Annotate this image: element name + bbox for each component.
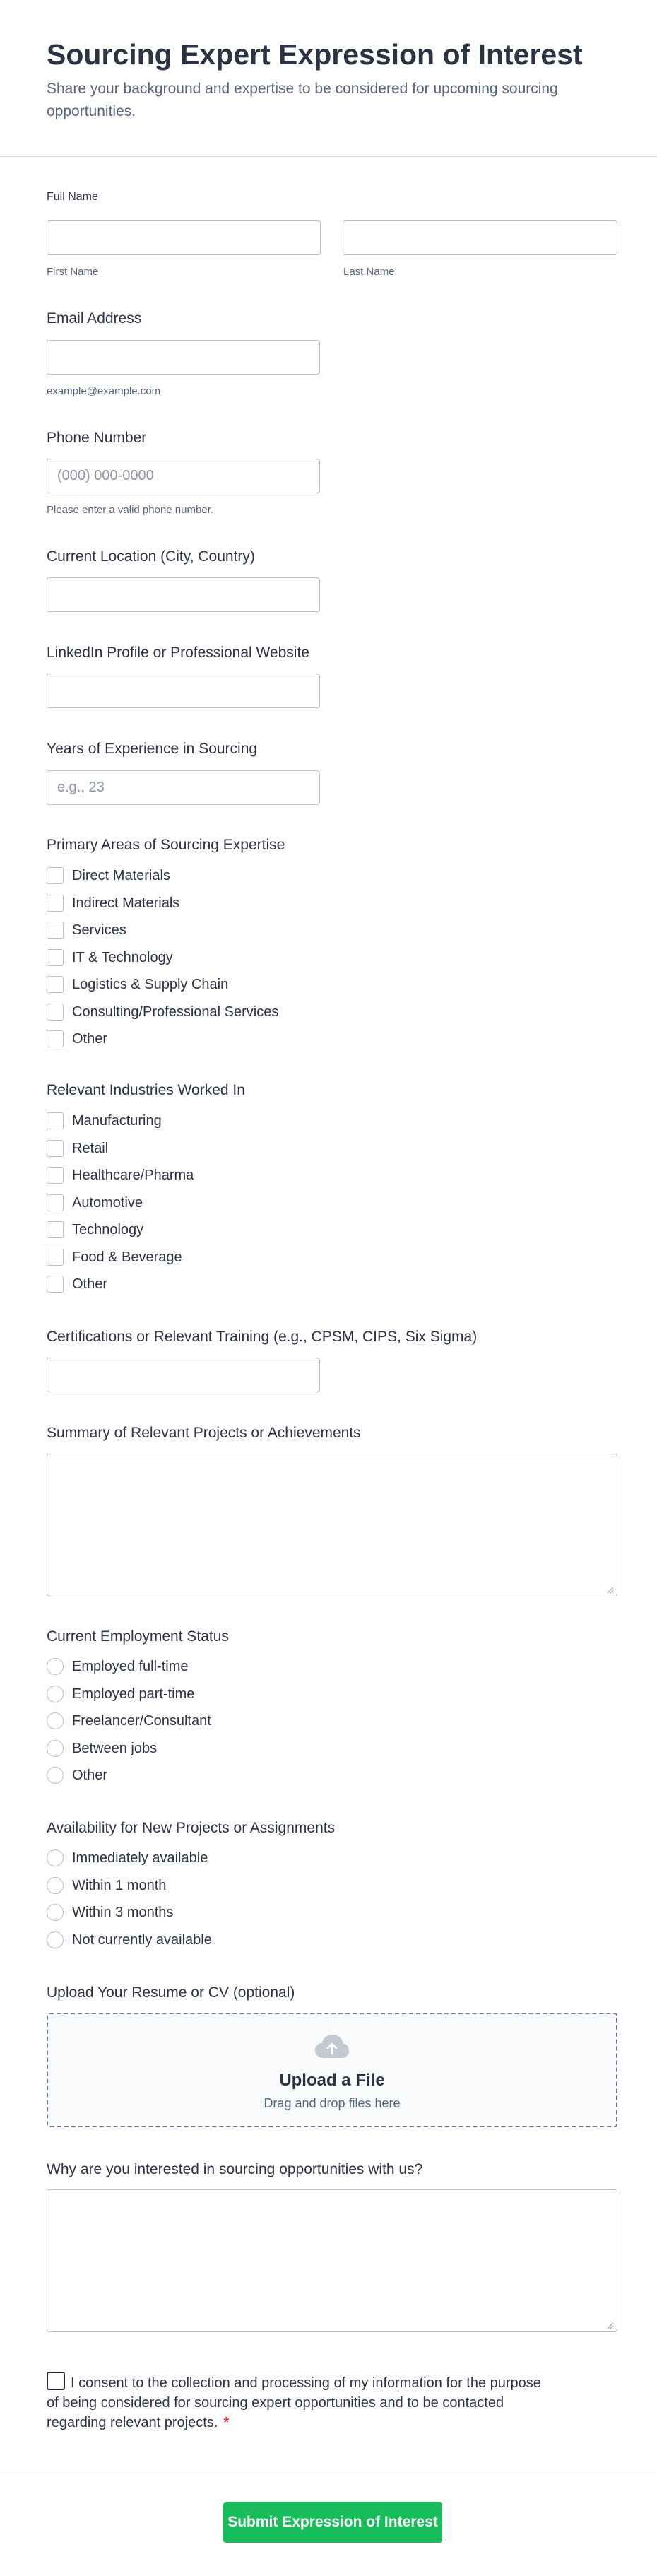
linkedin-label: LinkedIn Profile or Professional Website [47, 645, 309, 661]
first-name-input[interactable] [47, 220, 321, 255]
checkbox[interactable] [47, 1167, 64, 1184]
availability-option[interactable] [47, 1931, 212, 1949]
expertise-option[interactable] [47, 921, 126, 939]
employment-option[interactable] [47, 1657, 189, 1676]
option-label: Freelancer/Consultant [72, 1713, 211, 1729]
cloud-upload-icon [314, 2033, 350, 2061]
summary-textarea[interactable] [47, 1454, 617, 1596]
availability-option[interactable] [47, 1849, 208, 1867]
expertise-option[interactable] [47, 894, 179, 912]
option-label: Other [72, 1276, 108, 1292]
option-label: Direct Materials [72, 868, 170, 883]
option-label: Consulting/Professional Services [72, 1004, 279, 1020]
industries-option[interactable] [47, 1275, 107, 1293]
employment-option[interactable] [47, 1685, 194, 1703]
radio-button[interactable] [47, 1712, 64, 1729]
phone-sublabel: Please enter a valid phone number. [47, 504, 213, 516]
file-upload-dropzone[interactable] [47, 2013, 617, 2127]
radio-button[interactable] [47, 1877, 64, 1894]
resize-grip-icon[interactable] [607, 1587, 614, 1594]
experience-input[interactable]: e.g., 23 [47, 770, 320, 805]
checkbox[interactable] [47, 1276, 64, 1293]
upload-label: Upload Your Resume or CV (optional) [47, 1984, 295, 2001]
expertise-label: Primary Areas of Sourcing Expertise [47, 837, 285, 853]
location-input[interactable] [47, 577, 320, 612]
industries-option[interactable] [47, 1166, 194, 1184]
interest-textarea[interactable] [47, 2189, 617, 2332]
option-label: Logistics & Supply Chain [72, 977, 229, 992]
employment-label: Current Employment Status [47, 1628, 229, 1645]
expertise-option[interactable] [47, 1003, 278, 1021]
certifications-input[interactable] [47, 1358, 320, 1392]
industries-option[interactable] [47, 1112, 162, 1130]
expertise-option[interactable] [47, 948, 173, 967]
submit-button[interactable]: Submit Expression of Interest [223, 2502, 442, 2543]
expertise-option[interactable] [47, 1030, 107, 1048]
option-label: Retail [72, 1140, 109, 1156]
checkbox[interactable] [47, 949, 64, 966]
option-label: Manufacturing [72, 1113, 162, 1129]
option-label: Indirect Materials [72, 895, 180, 911]
checkbox[interactable] [47, 922, 64, 939]
option-label: Other [72, 1031, 108, 1047]
interest-label: Why are you interested in sourcing opportunities with us? [47, 2161, 423, 2177]
email-label: Email Address [47, 310, 142, 327]
option-label: Not currently available [72, 1931, 212, 1948]
last-name-input[interactable] [343, 220, 617, 255]
industries-option[interactable] [47, 1139, 108, 1158]
checkbox[interactable] [47, 1194, 64, 1211]
option-label: Employed full-time [72, 1659, 189, 1674]
industries-label: Relevant Industries Worked In [47, 1082, 245, 1098]
last-name-sublabel: Last Name [343, 266, 395, 278]
option-label: Technology [72, 1222, 144, 1237]
radio-button[interactable] [47, 1686, 64, 1702]
experience-label: Years of Experience in Sourcing [47, 741, 258, 757]
option-label: Automotive [72, 1194, 143, 1211]
option-label: Within 3 months [72, 1905, 174, 1920]
location-label: Current Location (City, Country) [47, 548, 255, 565]
linkedin-input[interactable] [47, 674, 320, 708]
resize-grip-icon[interactable] [607, 2322, 614, 2329]
form-title: Sourcing Expert Expression of Interest [47, 38, 583, 71]
checkbox[interactable] [47, 1004, 64, 1021]
employment-option[interactable] [47, 1712, 211, 1730]
industries-option[interactable] [47, 1248, 182, 1266]
availability-option[interactable] [47, 1903, 173, 1922]
option-label: Food & Beverage [72, 1249, 182, 1265]
radio-button[interactable] [47, 1904, 64, 1921]
phone-label: Phone Number [47, 430, 147, 446]
phone-input[interactable]: (000) 000-0000 [47, 459, 320, 493]
option-label: Within 1 month [72, 1877, 167, 1893]
upload-subtitle: Drag and drop files here [264, 2096, 401, 2110]
option-label: Employed part-time [72, 1686, 195, 1702]
expertise-option[interactable] [47, 866, 170, 885]
option-label: Services [72, 922, 126, 938]
checkbox[interactable] [47, 1112, 64, 1129]
radio-button[interactable] [47, 1767, 64, 1784]
consent-field [47, 2372, 541, 2433]
employment-option[interactable] [47, 1766, 107, 1784]
consent-checkbox[interactable] [47, 2372, 65, 2390]
upload-title: Upload a File [279, 2071, 385, 2090]
radio-button[interactable] [47, 1658, 64, 1675]
summary-label: Summary of Relevant Projects or Achievements [47, 1425, 361, 1441]
checkbox[interactable] [47, 1249, 64, 1266]
checkbox[interactable] [47, 1030, 64, 1047]
availability-label: Availability for New Projects or Assignments [47, 1820, 336, 1836]
option-label: Between jobs [72, 1740, 158, 1756]
expertise-option[interactable] [47, 975, 228, 994]
availability-option[interactable] [47, 1876, 166, 1895]
radio-button[interactable] [47, 1740, 64, 1757]
option-label: Other [72, 1768, 108, 1783]
radio-button[interactable] [47, 1849, 64, 1866]
checkbox[interactable] [47, 1221, 64, 1238]
option-label: IT & Technology [72, 949, 173, 965]
radio-button[interactable] [47, 1931, 64, 1948]
email-input[interactable] [47, 340, 320, 375]
consent-text: I consent to the collection and processing of my information for the purpose of being considered for sourcing expert opportunities and to be contacted regarding relevant projects. [47, 2375, 541, 2430]
full-name-label: Full Name [47, 191, 98, 203]
email-sublabel: example@example.com [47, 385, 161, 397]
first-name-sublabel: First Name [47, 266, 99, 278]
industries-option[interactable] [47, 1221, 143, 1239]
option-label: Immediately available [72, 1850, 208, 1866]
option-label: Healthcare/Pharma [72, 1168, 194, 1183]
form-header [0, 0, 657, 157]
form-subtitle: Share your background and expertise to be considered for upcoming sourcing opportunities. [47, 81, 558, 119]
checkbox[interactable] [47, 867, 64, 884]
checkbox[interactable] [47, 976, 64, 993]
certifications-label: Certifications or Relevant Training (e.g., CPSM, CIPS, Six Sigma) [47, 1329, 478, 1345]
checkbox[interactable] [47, 895, 64, 912]
checkbox[interactable] [47, 1140, 64, 1157]
employment-option[interactable] [47, 1739, 157, 1758]
industries-option[interactable] [47, 1194, 143, 1212]
required-mark: * [223, 2415, 230, 2430]
